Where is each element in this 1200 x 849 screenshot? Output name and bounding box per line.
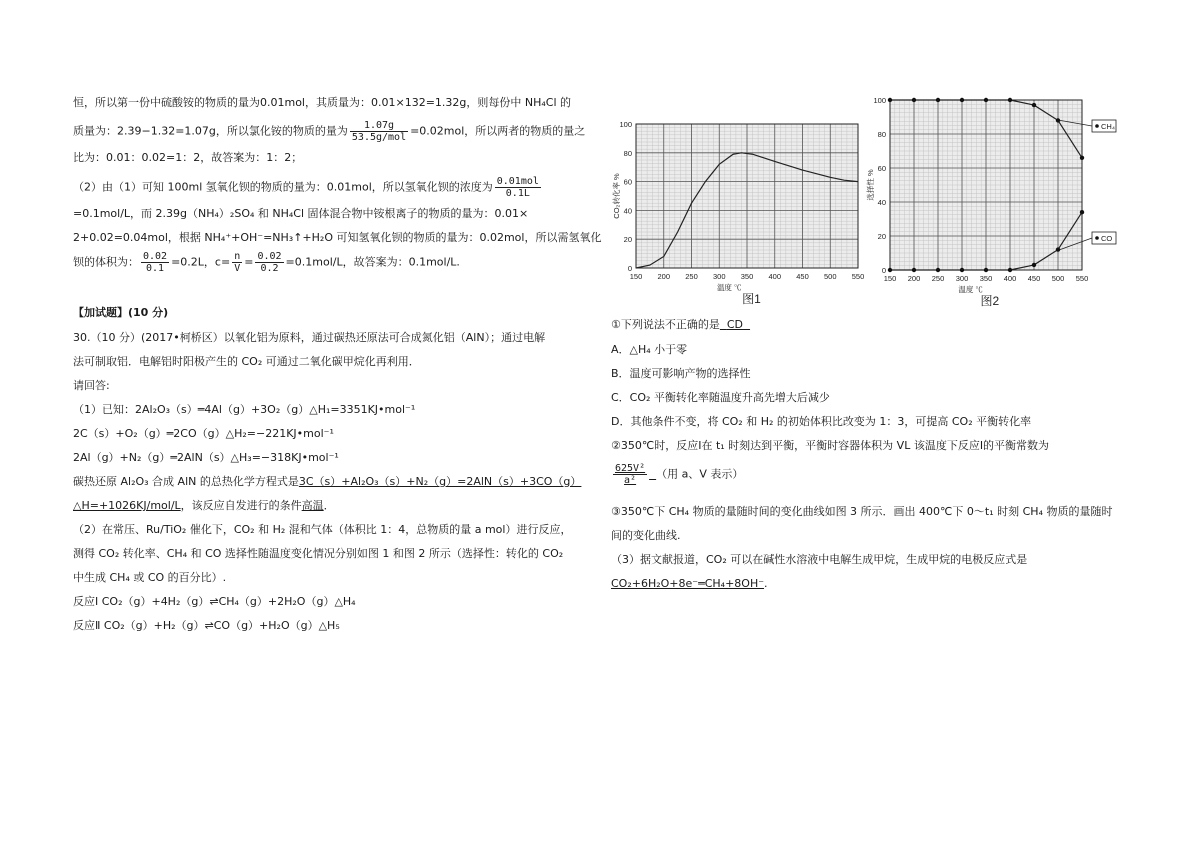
- x-tick-label: 400: [768, 272, 782, 281]
- text-span: ．: [323, 499, 335, 512]
- text-span: =0.02mol，所以两者的物质的量之: [410, 124, 586, 138]
- option-d: D．其他条件不变，将 CO₂ 和 H₂ 的初始体积比改变为 1：3，可提高 CO₂ 平衡转化率: [611, 415, 1032, 428]
- fraction-answer: [613, 463, 647, 486]
- legend-label: CO: [1101, 234, 1113, 243]
- x-tick-label: 250: [685, 272, 698, 281]
- text-span: ，该反应自发进行的条件: [180, 499, 302, 512]
- fraction-numerator: 0.02: [257, 251, 282, 262]
- series-point: [888, 98, 892, 102]
- fraction-denominator: 53.5g/mol: [351, 132, 407, 143]
- answer-blank: △H=+1026KJ/mol/L: [73, 499, 181, 512]
- series-point: [912, 98, 916, 102]
- y-tick-label: 60: [877, 164, 886, 173]
- y-tick-label: 100: [873, 96, 886, 105]
- text-line: [611, 463, 743, 486]
- x-tick-label: 350: [979, 274, 993, 283]
- x-tick-label: 150: [629, 272, 643, 281]
- y-tick-label: 80: [623, 148, 632, 158]
- legend-label: CH₄: [1101, 122, 1115, 131]
- x-tick-label: 450: [796, 272, 809, 281]
- text-line: [73, 120, 585, 143]
- series-point: [984, 268, 988, 272]
- text-line: [73, 475, 581, 489]
- x-tick-label: 500: [1051, 274, 1065, 283]
- chart-figure-2: [862, 96, 1132, 310]
- y-tick-label: 20: [623, 235, 632, 245]
- text-line: 中生成 CH₄ 或 CO 的百分比）.: [73, 571, 227, 584]
- series-point: [936, 268, 940, 272]
- text-span: （用 a、V 表示）: [656, 467, 744, 481]
- answer-blank: [720, 318, 750, 331]
- section-heading: 【加试题】(10 分): [73, 306, 169, 319]
- x-tick-label: 200: [657, 272, 671, 281]
- x-tick-label: 500: [823, 272, 837, 281]
- text-span: =: [244, 255, 254, 269]
- y-tick-label: 0: [627, 264, 632, 273]
- x-tick-label: 400: [1003, 274, 1017, 283]
- series-point: [1056, 247, 1060, 251]
- text-line: [611, 577, 768, 591]
- option-b: B．温度可影响产物的选择性: [611, 367, 751, 380]
- text-line: （3）据文献报道，CO₂ 可以在碱性水溶液中电解生成甲烷，生成甲烷的电极反应式是: [611, 553, 1028, 566]
- y-tick-label: 100: [619, 120, 632, 129]
- text-line: 法可制取铝．电解铝时阳极产生的 CO₂ 可通过二氧化碳甲烷化再利用．: [73, 355, 420, 368]
- x-tick-label: 300: [712, 272, 726, 281]
- fraction-denominator: 0.2: [260, 263, 279, 274]
- text-line: （1）已知：2Al₂O₃（s）═4Al（g）+3O₂（g）△H₁=3351KJ•mol⁻¹: [73, 403, 416, 416]
- series-point: [1008, 268, 1012, 272]
- y-tick-label: 40: [623, 206, 632, 216]
- text-span: 质量为：2.39−1.32=1.07g，所以氯化铵的物质的量为: [73, 124, 348, 138]
- text-line: [73, 251, 460, 274]
- text-line: 比为：0.01：0.02=1：2，故答案为：1：2；: [73, 151, 303, 164]
- text-line: 反应Ⅰ CO₂（g）+4H₂（g）⇌CH₄（g）+2H₂O（g）△H₄: [73, 595, 356, 608]
- text-span: 碳热还原 Al₂O₃ 合成 AlN 的总热化学方程式是: [73, 475, 299, 488]
- x-tick-label: 300: [955, 274, 969, 283]
- text-line: [611, 318, 750, 332]
- text-line: 2+0.02=0.04mol，根据 NH₄⁺+OH⁻=NH₃↑+H₂O 可知氢氧化钡的物质的量为：0.02mol，所以需氢氧化: [73, 231, 602, 244]
- series-point: [960, 98, 964, 102]
- figure-caption: 图2: [980, 294, 1000, 308]
- fraction: [495, 176, 541, 199]
- fraction-numerator: 1.07g: [350, 120, 408, 132]
- y-tick-label: 0: [881, 266, 886, 275]
- text-span: =0.2L，c=: [171, 255, 231, 269]
- series-point: [1080, 156, 1084, 160]
- text-line: =0.1mol/L，而 2.39g（NH₄）₂SO₄ 和 NH₄Cl 固体混合物中铵根离子的物质的量为：0.01×: [73, 207, 529, 220]
- answer-blank: CO₂+6H₂O+8e⁻═CH₄+8OH⁻: [611, 577, 765, 590]
- series-point: [936, 98, 940, 102]
- fraction: [255, 251, 283, 274]
- series-point: [1080, 210, 1084, 214]
- series-point: [888, 268, 892, 272]
- text-line: 测得 CO₂ 转化率、CH₄ 和 CO 选择性随温度变化情况分别如图 1 和图 2 所示（选择性：转化的 CO₂: [73, 547, 564, 560]
- series-point: [960, 268, 964, 272]
- series-point: [1056, 118, 1060, 122]
- series-point: [1032, 263, 1036, 267]
- text-line: 30.（10 分）(2017•柯桥区）以氧化铝为原料，通过碳热还原法可合成氮化铝（AlN）；通过电解: [73, 331, 546, 344]
- text-line: ③350℃下 CH₄ 物质的量随时间的变化曲线如图 3 所示．画出 400℃下 0～t₁ 时刻 CH₄ 物质的量随时: [611, 505, 1113, 518]
- chart-figure-1: [612, 110, 880, 310]
- legend-marker: [1095, 124, 1099, 128]
- y-tick-label: 20: [877, 232, 886, 241]
- text-line: 反应Ⅱ CO₂（g）+H₂（g）⇌CO（g）+H₂O（g）△H₅: [73, 619, 340, 632]
- y-axis-label: CO₂转化率 %: [612, 173, 621, 219]
- y-tick-label: 40: [877, 198, 886, 207]
- y-tick-label: 60: [623, 177, 632, 187]
- y-axis-label: 选择性 %: [866, 169, 875, 201]
- text-line: 恒，所以第一份中硫酸铵的物质的量为0.01mol，其质量为：0.01×132=1.32g，则每份中 NH₄Cl 的: [73, 96, 572, 109]
- text-line: ②350℃时，反应Ⅰ在 t₁ 时刻达到平衡，平衡时容器体积为 VL 该温度下反应Ⅰ的平衡常数为: [611, 439, 1050, 452]
- text-span: 钡的体积为：: [73, 255, 139, 269]
- fraction: [232, 251, 242, 274]
- x-tick-label: 550: [1075, 274, 1089, 283]
- x-axis-label: 温度 ℃: [716, 283, 742, 292]
- text-span: ①下列说法不正确的是: [611, 318, 720, 331]
- figure-caption: 图1: [742, 292, 761, 306]
- text-line: 间的变化曲线.: [611, 529, 681, 542]
- fraction: [141, 251, 169, 274]
- y-tick-label: 80: [877, 130, 886, 139]
- legend-marker: [1095, 236, 1099, 240]
- series-point: [1008, 98, 1012, 102]
- fraction-denominator: 0.1L: [505, 188, 530, 199]
- option-c: C．CO₂ 平衡转化率随温度升高先增大后减少: [611, 391, 830, 404]
- answer-blank: 3C（s）+Al₂O₃（s）+N₂（g）=2AlN（s）+3CO（g）: [298, 475, 582, 488]
- text-span: （2）由（1）可知 100ml 氢氧化钡的物质的量为：0.01mol，所以氢氧化钡的浓度为: [73, 180, 493, 194]
- x-tick-label: 450: [1027, 274, 1041, 283]
- fraction: [350, 120, 408, 143]
- x-tick-label: 250: [931, 274, 945, 283]
- x-tick-label: 550: [851, 272, 865, 281]
- text-line: 2C（s）+O₂（g）═2CO（g）△H₂=−221KJ•mol⁻¹: [73, 427, 334, 440]
- text-line: 2Al（g）+N₂（g）═2AlN（s）△H₃=−318KJ•mol⁻¹: [73, 451, 339, 464]
- x-tick-label: 200: [907, 274, 921, 283]
- fraction-numerator: 0.01mol: [496, 176, 539, 187]
- fraction-numerator: 0.02: [143, 251, 168, 262]
- x-tick-label: 350: [740, 272, 754, 281]
- text-line: （2）在常压、Ru/TiO₂ 催化下，CO₂ 和 H₂ 混和气体（体积比 1：4，总物质的量 a mol）进行反应，: [73, 523, 572, 536]
- fraction-numerator: n: [234, 251, 241, 262]
- text-line: [73, 499, 335, 513]
- text-span: .: [764, 577, 768, 590]
- text-line: 请回答:: [73, 379, 110, 392]
- answer-blank: 高温: [301, 499, 324, 512]
- x-axis-label: 温度 ℃: [958, 285, 983, 294]
- fraction-numerator: 625V²: [615, 463, 646, 474]
- series-point: [1032, 103, 1036, 107]
- answer-text: CD: [726, 318, 744, 331]
- series-point: [912, 268, 916, 272]
- fraction-denominator: 0.1: [146, 263, 165, 274]
- text-line: [73, 176, 543, 199]
- series-point: [984, 98, 988, 102]
- option-a: A．△H₄ 小于零: [611, 343, 688, 356]
- text-span: =0.1mol/L，故答案为：0.1mol/L.: [285, 255, 460, 269]
- fraction-denominator: V: [234, 263, 241, 274]
- x-tick-label: 150: [883, 274, 897, 283]
- fraction-denominator: a²: [624, 475, 637, 486]
